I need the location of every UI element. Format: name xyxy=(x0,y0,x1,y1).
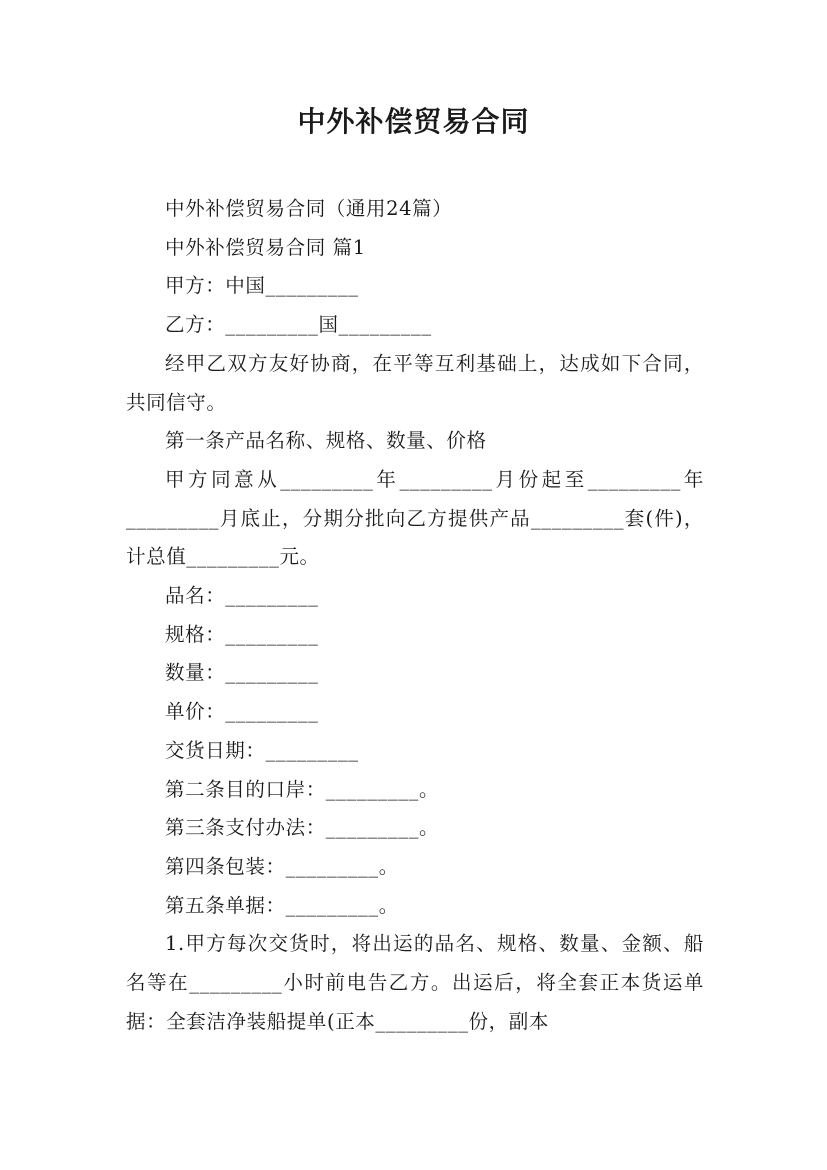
paragraph-article-5-item-1: 1.甲方每次交货时，将出运的品名、规格、数量、金额、船名等在_________小时前电告乙方。出运后，将全套正本货运单据：全套洁净装船提单(正本_________份，副本 xyxy=(126,932,704,1033)
document-title: 中外补偿贸易合同 xyxy=(297,105,530,138)
paragraph-party-b: 乙方：_________国_________ xyxy=(165,313,432,337)
paragraph-preamble: 经甲乙双方友好协商，在平等互利基础上，达成如下合同，共同信守。 xyxy=(126,351,704,414)
paragraph-party-a: 甲方：中国_________ xyxy=(165,274,359,298)
paragraph-quantity: 数量：_________ xyxy=(165,661,319,685)
paragraph-specification: 规格：_________ xyxy=(165,622,319,646)
paragraph-article-1-heading: 第一条产品名称、规格、数量、价格 xyxy=(165,429,487,453)
paragraph-delivery-date: 交货日期：_________ xyxy=(165,738,359,762)
paragraph-article-2: 第二条目的口岸：_________。 xyxy=(165,777,440,801)
document-body xyxy=(126,190,704,1041)
paragraph-article-4: 第四条包装：_________。 xyxy=(165,854,399,878)
paragraph-article-3: 第三条支付办法：_________。 xyxy=(165,816,440,840)
paragraph-unit-price: 单价：_________ xyxy=(165,700,319,724)
paragraph-section-heading: 中外补偿贸易合同 篇1 xyxy=(165,235,366,259)
paragraph-product-name: 品名：_________ xyxy=(165,584,319,608)
paragraph-subtitle: 中外补偿贸易合同（通用24篇） xyxy=(165,197,453,220)
paragraph-article-5: 第五条单据：_________。 xyxy=(165,893,399,917)
paragraph-article-1-body: 甲方同意从_________年_________月份起至_________年_________月底止，分期分批向乙方提供产品_________套(件)，计总值_________元。 xyxy=(126,467,704,569)
